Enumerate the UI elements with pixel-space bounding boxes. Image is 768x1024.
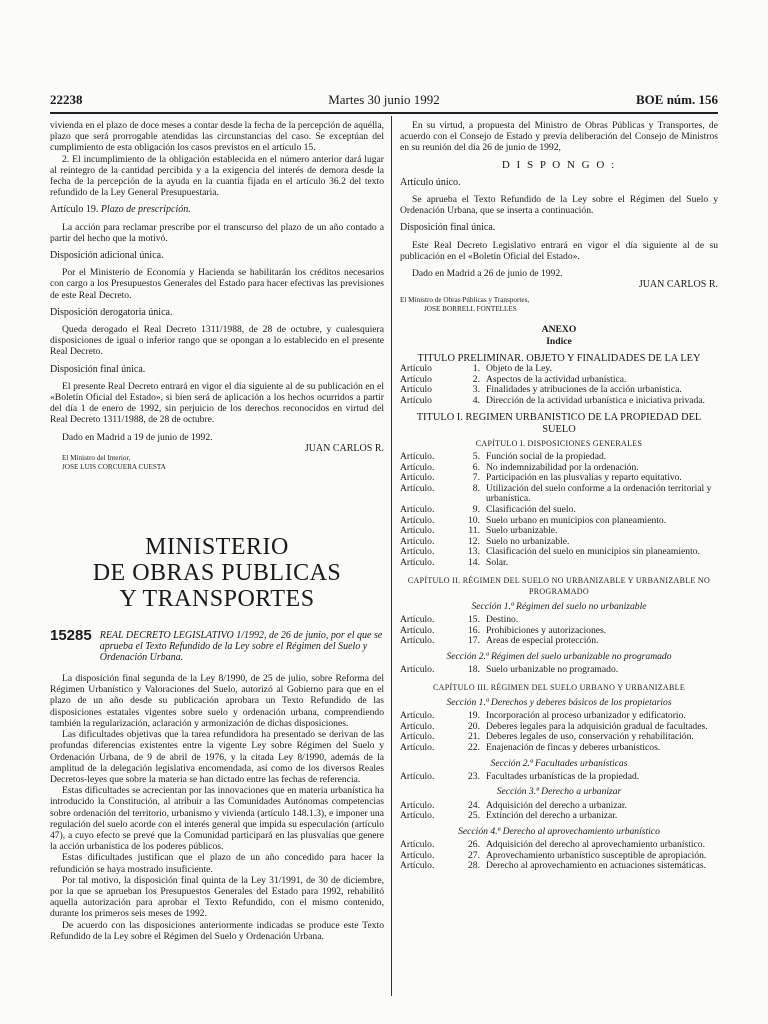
index-article-label: Artículo. bbox=[400, 614, 435, 626]
dispongo-heading: D I S P O N G O : bbox=[501, 158, 617, 171]
index-article-number: 28. bbox=[468, 860, 480, 872]
index-article-title: Enajenación de fincas y deberes urbanísticos. bbox=[486, 741, 661, 753]
index-article-number: 17. bbox=[468, 635, 480, 647]
column-divider bbox=[391, 116, 392, 996]
index-row bbox=[400, 743, 718, 754]
index-row bbox=[400, 772, 718, 783]
paragraph: Queda derogado el Real Decreto 1311/1988, de 28 de octubre, y cualesquiera disposiciones de igual o inferior rango que se opongan a lo establecido en el presente Real Decreto. bbox=[50, 324, 384, 358]
chapter-heading: CAPÍTULO III. RÉGIMEN DEL SUELO URBANO Y URBANIZABLE bbox=[432, 682, 686, 692]
section-heading: Disposición final única. bbox=[50, 363, 146, 375]
minister-title: El Ministro de Obras Públicas y Transportes, bbox=[400, 296, 530, 305]
index-article-title: Prohibiciones y autorizaciones. bbox=[486, 624, 607, 636]
paragraph: Por tal motivo, la disposición final quinta de la Ley 31/1991, de 30 de diciembre, por la que se aprueban los Presupuestos Generales del Estado para 1992, rehabilitó aquella autorización para aprobar el Texto Refundido, con el mismo contenido, durante los primeros seis meses de 1992. bbox=[50, 874, 384, 920]
index-article-title: Participación en las plusvalías y reparto equitativo. bbox=[486, 472, 682, 484]
index-article-number: 16. bbox=[468, 624, 480, 636]
paragraph: La acción para reclamar prescribe por el transcurso del plazo de un año contado a partir del hecho que la motivó. bbox=[50, 221, 384, 244]
index-article-title: Adquisición del derecho al aprovechamiento urbanístico. bbox=[486, 838, 705, 850]
minister-signature bbox=[62, 454, 384, 472]
index-article-label: Artículo bbox=[400, 363, 432, 375]
index-article-label: Artículo. bbox=[400, 624, 435, 636]
index-article-label: Artículo. bbox=[400, 514, 435, 526]
index-article-label: Artículo. bbox=[400, 472, 435, 484]
index-article-title: Areas de especial protección. bbox=[486, 635, 599, 647]
index-row bbox=[400, 636, 718, 647]
decree-header bbox=[50, 627, 384, 664]
index-row bbox=[400, 396, 718, 407]
ministry-line: MINISTERIO bbox=[145, 534, 289, 561]
minister-signature bbox=[400, 296, 718, 314]
index-article-label: Artículo. bbox=[400, 720, 435, 732]
index-article-title: Solar. bbox=[486, 556, 509, 568]
index-article-label: Artículo. bbox=[400, 664, 435, 676]
index-table bbox=[400, 840, 718, 872]
index-article-number: 27. bbox=[468, 849, 480, 861]
index-article-label: Artículo bbox=[400, 384, 432, 396]
index-article-title: Dirección de la actividad urbanística e iniciativa privada. bbox=[486, 394, 705, 406]
index-table bbox=[400, 665, 718, 676]
issue-number: BOE núm. 156 bbox=[636, 92, 718, 107]
page-number: 22238 bbox=[50, 92, 83, 107]
index-article-number: 8. bbox=[472, 482, 480, 494]
index-article-number: 11. bbox=[468, 525, 480, 537]
paragraph: Este Real Decreto Legislativo entrará en vigor el día siguiente al de su publicación en el «Boletín Oficial del Estado». bbox=[400, 239, 718, 262]
index-article-number: 23. bbox=[468, 770, 480, 782]
index-article-title: Destino. bbox=[486, 614, 519, 626]
paragraph: Se aprueba el Texto Refundido de la Ley sobre el Régimen del Suelo y Ordenación Urbana, que se inserta a continuación. bbox=[400, 194, 718, 217]
index-article-number: 21. bbox=[468, 731, 480, 743]
paragraph: Las dificultades objetivas que la tarea refundidora ha presentado se derivan de las profundas diferencias existentes entre la vigente Ley sobre Régimen del Suelo y Ordenación Urbana, de 9 de abril de 1976, y la citada Ley 8/1990, además de la amplitud de la delegación legislativa encomendada, así como de los diversos Reales Decretos-leyes que sobre la materia se han dictado entre las fechas de referencia. bbox=[50, 729, 384, 785]
chapter-heading: CAPÍTULO I. DISPOSICIONES GENERALES bbox=[475, 438, 643, 448]
minister-title: El Ministro del Interior, bbox=[62, 454, 131, 463]
article-label: Artículo 19. bbox=[50, 204, 99, 216]
dated-line: Dado en Madrid a 26 de junio de 1992. bbox=[412, 268, 563, 280]
index-article-number: 20. bbox=[468, 720, 480, 732]
index-article-title: Facultades urbanísticas de la propiedad. bbox=[486, 770, 640, 782]
section-heading: Sección 1.ª Régimen del suelo no urbanizable bbox=[471, 600, 647, 612]
index-article-number: 22. bbox=[468, 741, 480, 753]
index-table bbox=[400, 772, 718, 783]
paragraph: De acuerdo con las disposiciones anteriormente indicadas se produce este Texto Refundido de la Ley sobre el Régimen del Suelo y Ordenación Urbana. bbox=[50, 919, 384, 942]
minister-name: JOSE BORRELL FONTELLES bbox=[424, 305, 517, 314]
title-heading: TITULO PRELIMINAR. OBJETO Y FINALIDADES DE LA LEY bbox=[417, 352, 701, 364]
section-heading: Disposición adicional única. bbox=[50, 250, 164, 262]
section-heading: Disposición derogatoria única. bbox=[50, 306, 173, 318]
index-row bbox=[400, 516, 718, 527]
index-article-title: Suelo urbano en municipios con planeamiento. bbox=[486, 514, 667, 526]
index-article-title: Finalidades y atribuciones de la acción urbanística. bbox=[486, 384, 682, 396]
ministry-line: DE OBRAS PUBLICAS bbox=[92, 560, 342, 587]
index-article-title: Extinción del derecho a urbanizar. bbox=[486, 810, 618, 822]
index-article-title: Clasificación del suelo en municipios sin planeamiento. bbox=[486, 546, 700, 558]
section-heading: Artículo único. bbox=[400, 176, 461, 188]
index-article-label: Artículo. bbox=[400, 731, 435, 743]
index-article-title: No indemnizabilidad por la ordenación. bbox=[486, 461, 639, 473]
article-heading bbox=[50, 204, 384, 215]
dated-line: Dado en Madrid a 19 de junio de 1992. bbox=[62, 431, 213, 443]
index-article-label: Artículo. bbox=[400, 635, 435, 647]
section-heading: Sección 3.ª Derecho a urbanizar bbox=[496, 786, 622, 798]
section-heading: Sección 1.ª Derechos y deberes básicos de los propietarios bbox=[446, 696, 672, 708]
royal-signature: JUAN CARLOS R. bbox=[304, 442, 384, 454]
index-article-number: 5. bbox=[472, 451, 480, 463]
index-article-label: Artículo. bbox=[400, 546, 435, 558]
section-heading: Sección 2.ª Facultades urbanísticas bbox=[490, 757, 628, 769]
index-article-number: 24. bbox=[468, 799, 480, 811]
index-article-number: 6. bbox=[472, 461, 480, 473]
section-heading: Sección 4.ª Derecho al aprovechamiento urbanístico bbox=[458, 825, 660, 837]
paragraph: 2. El incumplimiento de la obligación establecida en el número anterior dará lugar al reintegro de la cantidad percibida y a la exigencia del interés de demora desde la fecha de la percepción de la ayuda en la cuantía fijada en el artículo 36.2 del texto refundido de la Ley General Presupuestaria. bbox=[50, 153, 384, 199]
index-row bbox=[400, 665, 718, 676]
indice-heading: Indice bbox=[546, 335, 572, 347]
right-column bbox=[400, 120, 718, 872]
index-article-label: Artículo. bbox=[400, 799, 435, 811]
paragraph: vivienda en el plazo de doce meses a contar desde la fecha de la percepción de aquélla, plazo que será prorrogable atendidas las circunstancias del caso. Se exceptúan del cumplimiento de esta obligación los casos previstos en el artículo 15. bbox=[50, 120, 384, 154]
index-article-label: Artículo. bbox=[400, 838, 435, 850]
index-row bbox=[400, 811, 718, 822]
paragraph: Estas dificultades se acrecientan por las innovaciones que en materia urbanística ha introducido la Constitución, al atribuir a las Comunidades Autónomas competencias sobre ordenación del territorio, urbanismo y vivienda (artículo 148.1.3), e imponer una regulación del suelo acorde con el interés general que impida su especulación (artículo 47), a cuyo efecto se prevé que la Comunidad participará en las plusvalías que genere la acción urbanística de los poderes públicos. bbox=[50, 785, 384, 853]
index-article-label: Artículo. bbox=[400, 810, 435, 822]
index-article-number: 7. bbox=[472, 472, 480, 484]
index-article-label: Artículo. bbox=[400, 504, 435, 515]
index-table bbox=[400, 452, 718, 569]
issue-date: Martes 30 junio 1992 bbox=[328, 92, 440, 107]
royal-signature: JUAN CARLOS R. bbox=[638, 279, 718, 291]
paragraph: Estas dificultades justifican que el plazo de un año concedido para hacer la refundición se haya mostrado insuficiente. bbox=[50, 852, 384, 875]
index-table bbox=[400, 711, 718, 753]
index-article-label: Artículo. bbox=[400, 451, 435, 463]
index-article-label: Artículo. bbox=[400, 770, 435, 782]
left-column bbox=[50, 120, 384, 942]
index-article-label: Artículo. bbox=[400, 461, 435, 473]
index-article-number: 9. bbox=[472, 504, 480, 515]
index-article-label: Artículo. bbox=[400, 556, 435, 568]
index-article-number: 18. bbox=[468, 664, 480, 676]
index-article-label: Artículo. bbox=[400, 525, 435, 537]
index-article-title: Aspectos de la actividad urbanística. bbox=[486, 373, 627, 385]
index-article-label: Artículo. bbox=[400, 849, 435, 861]
ministry-line: Y TRANSPORTES bbox=[119, 586, 315, 613]
index-article-title: Suelo no urbanizable. bbox=[486, 535, 570, 547]
index-article-title: Incorporación al proceso urbanizador y edificatorio. bbox=[486, 710, 686, 722]
index-article-title: Utilización del suelo conforme a la ordenación territorial y urbanística. bbox=[486, 482, 712, 505]
index-article-number: 19. bbox=[468, 710, 480, 722]
article-title: Plazo de prescripción. bbox=[100, 204, 191, 216]
index-article-title: Aprovechamiento urbanístico susceptible de apropiación. bbox=[486, 849, 707, 861]
index-article-number: 25. bbox=[468, 810, 480, 822]
title-heading: TITULO I. REGIMEN URBANISTICO DE LA PROPIEDAD DEL SUELO bbox=[416, 412, 702, 435]
paragraph: Por el Ministerio de Economía y Hacienda se habilitarán los créditos necesarios con cargo a los Presupuestos Generales del Estado para hacer efectivas las previsiones de este Real Decreto. bbox=[50, 267, 384, 301]
index-article-number: 14. bbox=[468, 556, 480, 568]
index-article-title: Suelo urbanizable no programado. bbox=[486, 664, 619, 676]
index-article-number: 4. bbox=[472, 394, 480, 406]
index-article-number: 2. bbox=[472, 373, 480, 385]
index-article-title: Suelo urbanizable. bbox=[486, 525, 558, 537]
index-row bbox=[400, 505, 718, 516]
index-article-label: Artículo bbox=[400, 373, 432, 385]
index-article-label: Artículo. bbox=[400, 535, 435, 547]
decree-number: 15285 bbox=[50, 627, 92, 645]
index-row bbox=[400, 547, 718, 558]
index-article-number: 12. bbox=[468, 535, 480, 547]
index-row bbox=[400, 484, 718, 505]
index-article-title: Deberes legales de uso, conservación y rehabilitación. bbox=[486, 731, 694, 743]
index-article-number: 13. bbox=[468, 546, 480, 558]
page-header bbox=[50, 92, 718, 110]
index-article-number: 10. bbox=[468, 514, 480, 526]
section-heading: Disposición final única. bbox=[400, 222, 496, 234]
index-row bbox=[400, 861, 718, 872]
index-article-number: 1. bbox=[472, 363, 480, 375]
index-article-number: 26. bbox=[468, 838, 480, 850]
index-article-title: Deberes legales para la adquisición gradual de facultades. bbox=[486, 720, 708, 732]
index-article-label: Artículo. bbox=[400, 741, 435, 753]
ministry-title bbox=[50, 534, 384, 612]
section-heading: Sección 2.ª Régimen del suelo urbanizable no programado bbox=[446, 650, 672, 662]
index-row bbox=[400, 840, 718, 851]
index-article-title: Adquisición del derecho a urbanizar. bbox=[486, 799, 627, 811]
index-article-title: Objeto de la Ley. bbox=[486, 363, 552, 375]
index-article-title: Derecho al aprovechamiento en actuaciones sistemáticas. bbox=[486, 860, 707, 872]
decree-title: REAL DECRETO LEGISLATIVO 1/1992, de 26 de junio, por el que se aprueba el Texto Refundido de la Ley sobre el Régimen del Suelo y Ordenación Urbana. bbox=[99, 630, 383, 664]
index-table bbox=[400, 801, 718, 822]
index-table bbox=[400, 615, 718, 647]
index-row bbox=[400, 558, 718, 569]
paragraph: En su virtud, a propuesta del Ministro de Obras Públicas y Transportes, de acuerdo con el Consejo de Estado y previa deliberación del Consejo de Ministros en su reunión del día 26 de junio de 1992, bbox=[400, 120, 718, 154]
index-table bbox=[400, 364, 718, 406]
minister-name: JOSE LUIS CORCUERA CUESTA bbox=[62, 463, 166, 472]
index-article-label: Artículo. bbox=[400, 860, 435, 872]
chapter-heading: CAPÍTULO II. RÉGIMEN DEL SUELO NO URBANIZABLE Y URBANIZABLE NO PROGRAMADO bbox=[407, 575, 711, 596]
index-article-label: Artículo. bbox=[400, 710, 435, 722]
header-rule bbox=[50, 112, 718, 114]
index-article-label: Artículo. bbox=[400, 482, 435, 494]
index-article-label: Artículo bbox=[400, 394, 432, 406]
anexo-heading: ANEXO bbox=[541, 324, 577, 336]
index-article-number: 15. bbox=[468, 614, 480, 626]
paragraph: El presente Real Decreto entrará en vigor el día siguiente al de su publicación en el «Boletín Oficial del Estado», si bien será de aplicación a los hechos ocurridos a partir del día 1 de enero de 1992, sin perjuicio de los derechos reconocidos en virtud del Real Decreto 1311/1988, de 28 de octubre. bbox=[50, 380, 384, 426]
index-article-title: Clasificación del suelo. bbox=[486, 504, 576, 515]
index-article-title: Función social de la propiedad. bbox=[486, 451, 607, 463]
index-article-number: 3. bbox=[472, 384, 480, 396]
paragraph: La disposición final segunda de la Ley 8/1990, de 25 de julio, sobre Reforma del Régimen Urbanístico y Valoraciones del Suelo, autorizó al Gobierno para que en el plazo de un año desde su publicación aprobara un Texto Refundido de las disposiciones estatales vigentes sobre suelo y ordenación urbana, comprendiendo también la regularización, aclaración y armonización de dichas disposiciones. bbox=[50, 673, 384, 729]
